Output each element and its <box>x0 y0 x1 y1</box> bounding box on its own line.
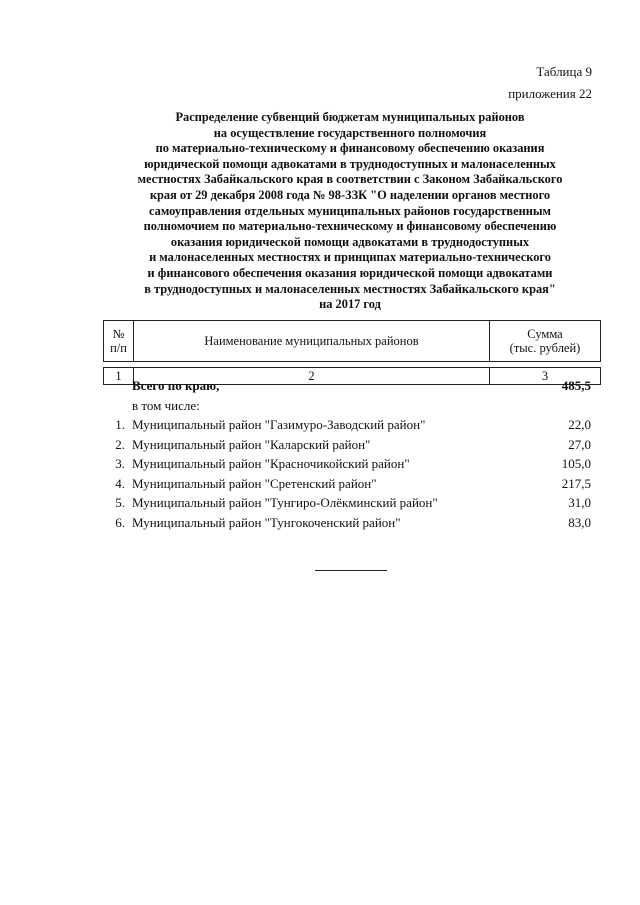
title-line: Распределение субвенций бюджетам муниципальных районов <box>175 110 525 124</box>
column-number-3: 3 <box>541 369 549 383</box>
title-line: на 2017 год <box>319 297 381 312</box>
row-name: Муниципальный район "Каларский район" <box>132 436 371 452</box>
table-body <box>103 376 601 532</box>
row-number: 2. <box>115 436 125 452</box>
title-line: и финансового обеспечения оказания юридической помощи адвокатами <box>147 265 553 280</box>
title-line: и малонаселенных местностях и принципах материально-технического <box>149 250 551 265</box>
row-name: Муниципальный район "Газимуро-Заводский район" <box>132 417 426 432</box>
title-line: полномочием по материально-техническому и финансовому обеспечению <box>143 219 557 234</box>
table-row <box>103 454 601 474</box>
title-line: края от 29 декабря 2008 года № 98-ЗЗК "О наделении органов местного <box>149 187 551 202</box>
row-name: Муниципальный район "Тунгокоченский район" <box>132 514 401 530</box>
column-header-number-line2: п/п <box>110 341 127 355</box>
table-row <box>103 513 601 533</box>
column-header-row <box>103 320 601 362</box>
table-row <box>103 435 601 455</box>
row-name: Муниципальный район "Красночикойский район" <box>132 456 410 471</box>
column-header-sum <box>490 321 600 361</box>
row-name: Муниципальный район "Сретенский район" <box>132 475 377 491</box>
row-number: 4. <box>115 475 125 491</box>
column-header-sum-line1: Сумма <box>527 327 563 341</box>
title-line: в труднодоступных и малонаселенных местностях Забайкальского края" <box>144 281 556 296</box>
row-number: 5. <box>115 495 125 510</box>
title-line: оказания юридической помощи адвокатами в труднодоступных <box>170 234 530 249</box>
total-row <box>103 376 601 396</box>
row-value: 83,0 <box>568 514 591 530</box>
closing-divider <box>315 570 387 571</box>
column-header-number <box>104 321 134 361</box>
column-number-2: 2 <box>134 368 490 384</box>
including-label: в том числе: <box>132 397 200 413</box>
row-number: 1. <box>115 417 125 432</box>
table-reference: Таблица 9 <box>536 64 592 79</box>
row-value: 27,0 <box>568 436 591 452</box>
table-row <box>103 415 601 435</box>
document-title <box>100 110 600 313</box>
column-header-number-line1: № <box>112 327 125 341</box>
row-value: 31,0 <box>568 495 591 510</box>
title-line: самоуправления отдельных муниципальных районов государственным <box>149 203 551 218</box>
title-line: на осуществление государственного полномочия <box>213 125 487 140</box>
row-number: 6. <box>115 514 125 530</box>
including-row <box>103 396 601 416</box>
row-value: 217,5 <box>561 475 591 491</box>
row-name: Муниципальный район "Тунгиро-Олёкминский район" <box>132 495 438 510</box>
row-number: 3. <box>115 456 125 471</box>
title-line: юридической помощи адвокатами в труднодоступных и малонаселенных <box>144 156 556 171</box>
row-value: 105,0 <box>561 456 591 471</box>
column-header-name: Наименование муниципальных районов <box>134 321 490 361</box>
table-row <box>103 493 601 513</box>
column-header-sum-line2: (тыс. рублей) <box>509 341 581 355</box>
column-number-1: 1 <box>104 368 134 384</box>
total-value: 485,5 <box>561 378 591 393</box>
table-row <box>103 474 601 494</box>
total-label: Всего по краю, <box>132 378 220 393</box>
row-value: 22,0 <box>568 417 591 432</box>
appendix-reference: приложения 22 <box>508 86 592 101</box>
title-line: по материально-техническому и финансовому обеспечению оказания <box>155 141 545 156</box>
title-line: местностях Забайкальского края в соответствии с Законом Забайкальского <box>137 172 563 187</box>
